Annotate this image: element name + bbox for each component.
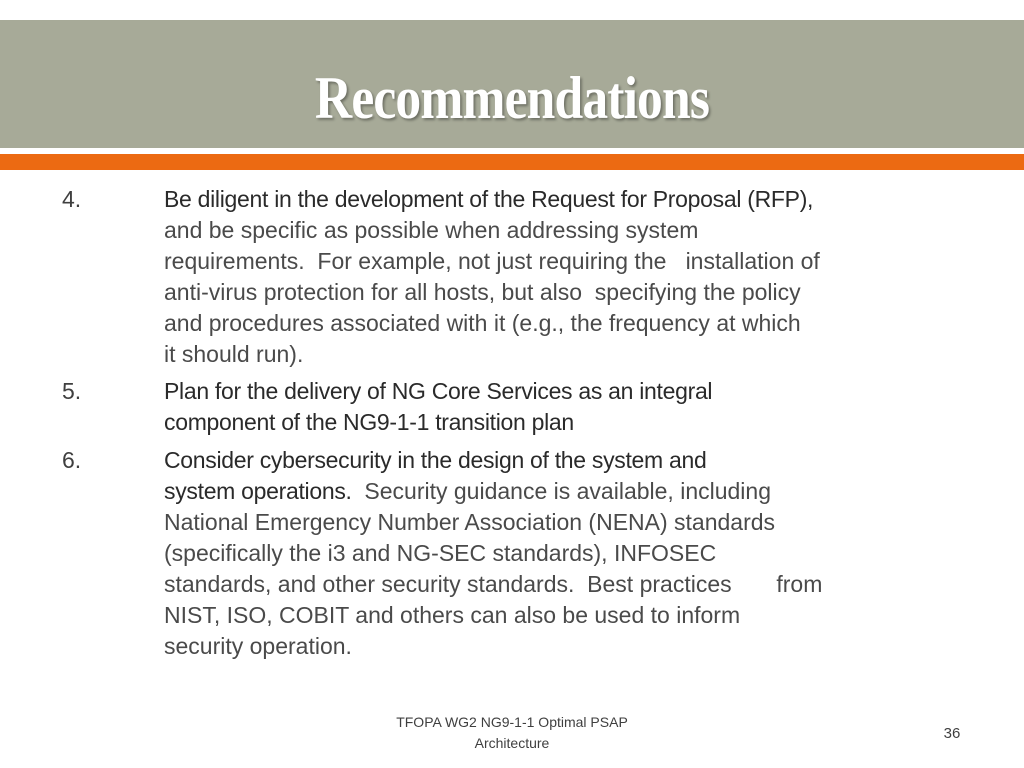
item-6-mixed-line (164, 476, 964, 507)
accent-bar (0, 154, 1024, 170)
item-4-line: it should run). (164, 341, 304, 367)
item-4-line: and procedures associated with it (e.g., the frequency at which (164, 310, 801, 336)
item-5-number: 5. (62, 378, 82, 404)
item-6-text (164, 445, 964, 662)
item-6-line: security operation. (164, 633, 352, 659)
item-6-number: 6. (62, 447, 82, 473)
item-4-number: 4. (62, 186, 82, 212)
title-band (0, 20, 1024, 148)
item-4-line: requirements. For example, not just requiring the installation of (164, 248, 820, 274)
item-5-lead: Plan for the delivery of NG Core Services as an integral (164, 378, 713, 404)
footer-caption (362, 712, 662, 754)
slide-title: Recommendations (314, 65, 710, 131)
item-6-lead: system operations. (164, 478, 352, 504)
item-4-line: anti-virus protection for all hosts, but also specifying the policy (164, 279, 801, 305)
item-5-text (164, 376, 964, 438)
item-6-line: Security guidance is available, including (351, 478, 771, 504)
footer-line: Architecture (474, 735, 550, 751)
item-6-line: (specifically the i3 and NG-SEC standards), INFOSEC (164, 540, 717, 566)
item-6-line: National Emergency Number Association (NENA) standards (164, 509, 776, 535)
item-6-lead: Consider cybersecurity in the design of the system and (164, 447, 707, 473)
item-5-lead: component of the NG9-1-1 transition plan (164, 409, 574, 435)
footer-line: TFOPA WG2 NG9-1-1 Optimal PSAP (396, 714, 628, 730)
item-6-line: standards, and other security standards. Best practices from (164, 571, 823, 597)
page-number: 36 (943, 725, 961, 742)
item-4-text (164, 184, 964, 370)
item-4-lead: Be diligent in the development of the Request for Proposal (RFP), (164, 186, 814, 212)
item-6-line: NIST, ISO, COBIT and others can also be used to inform (164, 602, 741, 628)
item-4-line: and be specific as possible when addressing system (164, 217, 699, 243)
